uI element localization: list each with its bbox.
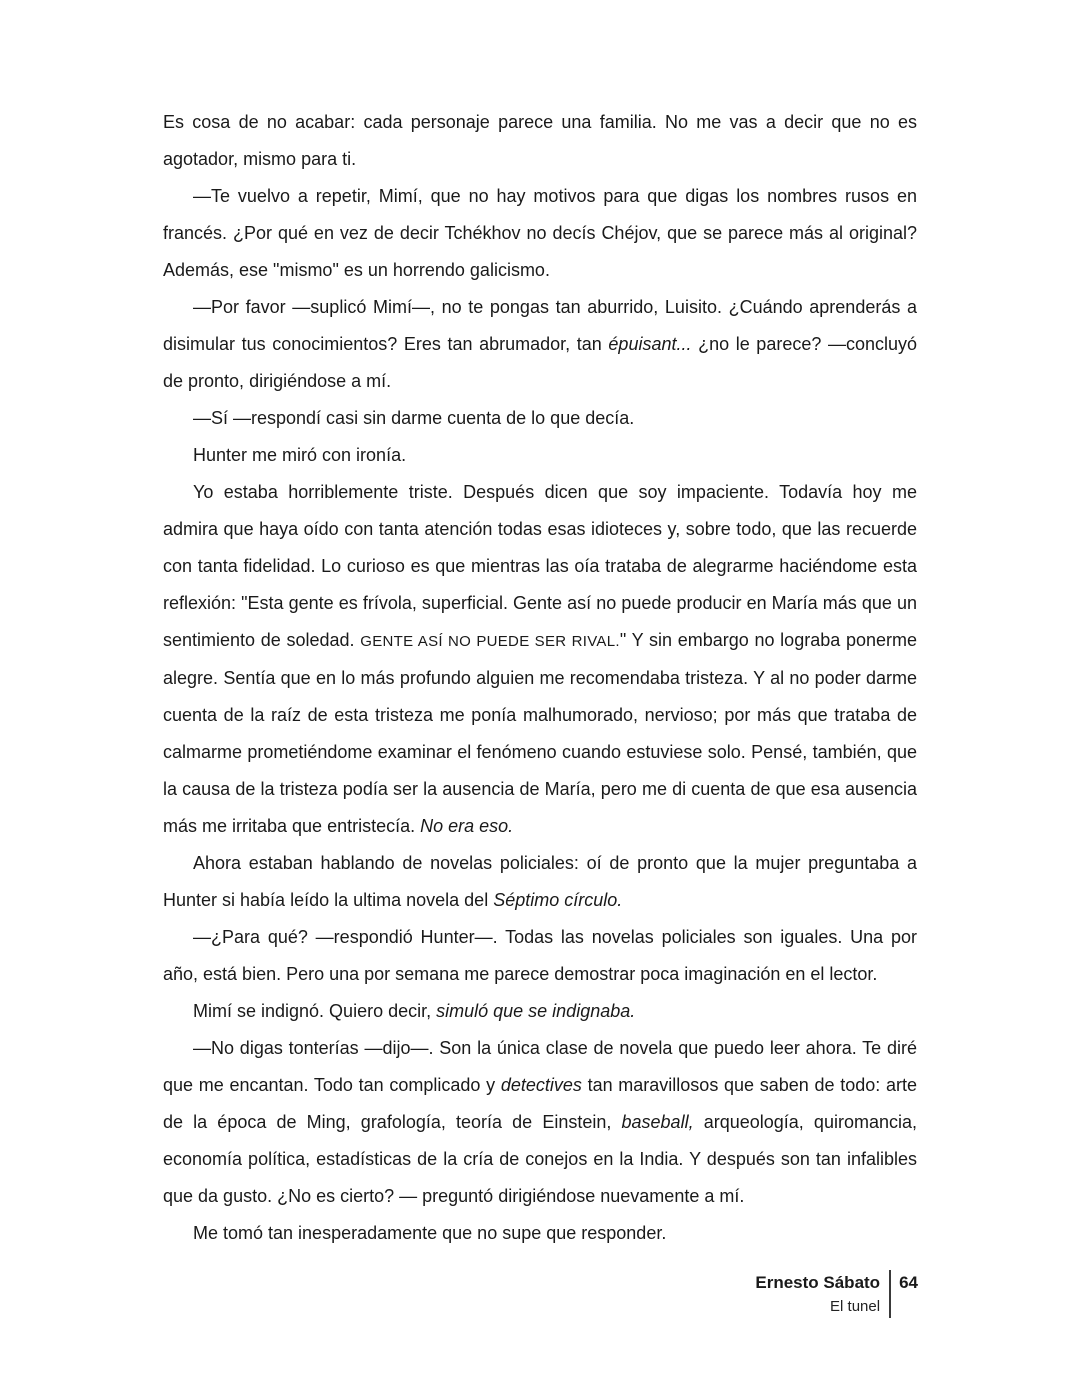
page-footer bbox=[755, 1270, 918, 1318]
text-segment-italic: detectives bbox=[500, 1075, 582, 1095]
footer-author: Ernesto Sábato bbox=[755, 1273, 881, 1292]
text-segment-normal: tan maravillosos que saben de todo: arte de la época de Ming, grafología, teoría de Einstein, bbox=[163, 1075, 917, 1132]
footer-book-title: El tunel bbox=[830, 1298, 881, 1315]
text-segment-normal: Es cosa de no acabar: cada personaje parece una familia. No me vas a decir que no es agotador, mismo para ti. bbox=[163, 112, 917, 169]
paragraph bbox=[163, 474, 917, 845]
text-segment-normal: —Sí —respondí casi sin darme cuenta de lo que decía. bbox=[193, 408, 635, 428]
text-segment-normal: —¿Para qué? —respondió Hunter—. Todas las novelas policiales son iguales. Una por año, está bien. Pero una por semana me parece demostrar poca imaginación en el lector. bbox=[163, 927, 917, 984]
text-segment-normal: arqueología, quiromancia, economía política, estadísticas de la cría de conejos en la India. Y después son tan infalibles que da gusto. ¿No es cierto? — preguntó dirigiéndose nuevamente a mí. bbox=[163, 1112, 917, 1206]
paragraph bbox=[163, 1215, 917, 1252]
text-segment-italic: No era eso. bbox=[420, 816, 514, 836]
paragraph bbox=[163, 437, 917, 474]
page-text bbox=[163, 104, 917, 1252]
paragraph bbox=[163, 289, 917, 400]
paragraph bbox=[163, 845, 917, 919]
paragraph bbox=[163, 178, 917, 289]
text-segment-normal: " Y sin embargo no lograba ponerme alegre. Sentía que en lo más profundo alguien me recomendaba tristeza. Y al no poder darme cuenta de la raíz de esta tristeza me ponía malhumorado, nervioso; por más que trataba de calmarme prometiéndome examinar el fenómeno cuando estuviese solo. Pensé, también, que la causa de la tristeza podía ser la ausencia de María, pero me di cuenta de que esa ausencia más me irritaba que entristecía. bbox=[163, 630, 917, 836]
text-segment-normal: —Por favor —suplicó Mimí—, no te pongas tan aburrido, Luisito. ¿Cuándo aprenderás a disimular tus conocimientos? Eres tan abrumador, tan bbox=[163, 297, 917, 354]
paragraph bbox=[163, 400, 917, 437]
footer-left-column bbox=[755, 1270, 880, 1318]
text-segment-italic: simuló que se indignaba. bbox=[436, 1001, 636, 1021]
paragraph bbox=[163, 919, 917, 993]
paragraph bbox=[163, 993, 917, 1030]
paragraph bbox=[163, 1030, 917, 1215]
text-segment-normal: —Te vuelvo a repetir, Mimí, que no hay motivos para que digas los nombres rusos en francés. ¿Por qué en vez de decir Tchékhov no decís Chéjov, que se parece más al original? Además, ese "mismo" es un horrendo galicismo. bbox=[163, 186, 917, 280]
footer-divider bbox=[889, 1270, 891, 1318]
text-segment-normal: Ahora estaban hablando de novelas policiales: oí de pronto que la mujer preguntaba a Hunter si había leído la ultima novela del bbox=[163, 853, 917, 910]
text-segment-normal: Yo estaba horriblemente triste. Después dicen que soy impaciente. Todavía hoy me admira que haya oído con tanta atención todas esas idioteces y, sobre todo, que las recuerde con tanta fidelidad. Lo curioso es que mientras las oía trataba de alegrarme haciéndome esta reflexión: "Esta gente es frívola, superficial. Gente así no puede producir en María más que un sentimiento de soledad. bbox=[163, 482, 917, 650]
text-segment-normal: ¿no le parece? —concluyó de pronto, dirigiéndose a mí. bbox=[163, 334, 918, 391]
text-segment-italic: Séptimo círculo. bbox=[493, 890, 623, 910]
text-segment-normal: —No digas tonterías —dijo—. Son la única clase de novela que puedo leer ahora. Te diré que me encantan. Todo tan complicado y bbox=[163, 1038, 917, 1095]
footer-page-number: 64 bbox=[899, 1273, 918, 1292]
text-segment-italic: épuisant... bbox=[608, 334, 692, 354]
text-segment-italic: baseball, bbox=[621, 1112, 694, 1132]
text-segment-normal: Mimí se indignó. Quiero decir, bbox=[193, 1001, 437, 1021]
text-segment-smallcaps: GENTE ASÍ NO PUEDE SER RIVAL. bbox=[360, 633, 620, 650]
paragraph bbox=[163, 104, 917, 178]
text-segment-normal: Hunter me miró con ironía. bbox=[193, 445, 407, 465]
text-segment-normal: Me tomó tan inesperadamente que no supe que responder. bbox=[193, 1223, 667, 1243]
